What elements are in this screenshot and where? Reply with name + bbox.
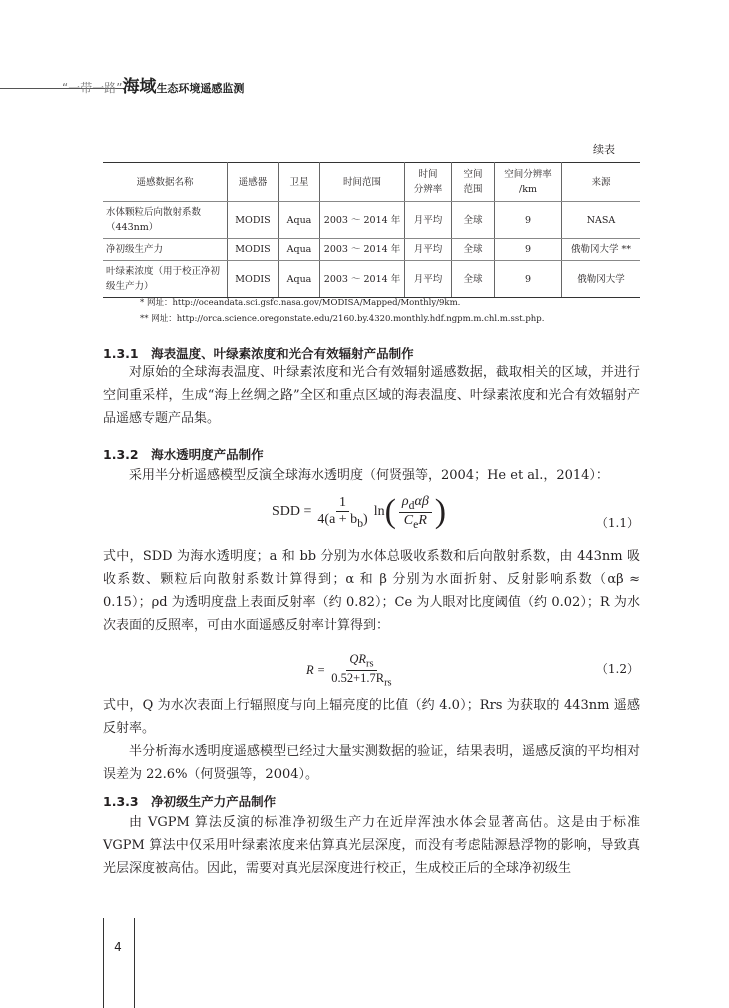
running-header <box>62 72 244 97</box>
eq-denominator: 0.52+1.7R <box>331 670 385 685</box>
col-header: 空间 范围 <box>452 163 495 202</box>
cell: NASA <box>562 202 641 239</box>
cell: 水体颗粒后向散射系数（443nm） <box>103 202 228 239</box>
eq-sub: rs <box>384 677 392 688</box>
col-header: 来源 <box>562 163 641 202</box>
paragraph: 式中，Q 为水次表面上行辐照度与向上辐亮度的比值（约 4.0）；Rrs 为获取的 443nm 遥感反射率。 <box>103 698 640 736</box>
cell: 全球 <box>452 261 495 298</box>
col-header: 空间分辨率 /km <box>495 163 562 202</box>
cell: 俄勒冈大学 <box>562 261 641 298</box>
cell: 月平均 <box>405 261 452 298</box>
equation-1-1: SDD = $\frac{1}{4(a + b_b)}$ ln ( $\frac{\rho_d\alpha\beta}{C_eR}$ ) <box>272 493 447 531</box>
paragraph: 半分析海水透明度遥感模型已经过大量实测数据的验证，结果表明，遥感反演的平均相对误差为 22.6%（何贤强等，2004）。 <box>103 744 640 782</box>
cell: 净初级生产力 <box>103 239 228 261</box>
cell: MODIS <box>228 239 279 261</box>
cell: 全球 <box>452 202 495 239</box>
col-header: 时间 分辨率 <box>405 163 452 202</box>
table-row <box>103 239 640 261</box>
eq-denominator-end: ) <box>363 511 368 527</box>
eq-sub: b <box>357 516 364 530</box>
footnote-2: ** 网址：http://orca.science.oregonstate.edu/2160.by.4320.monthly.hdf.ngpm.m.chl.m.sst.php. <box>140 314 545 324</box>
continued-label: 续表 <box>593 143 615 156</box>
cell: 2003 ～ 2014 年 <box>320 261 405 298</box>
eq-denominator: 4(a + b <box>317 511 358 527</box>
header-subtitle: 生态环境遥感监测 <box>156 82 245 95</box>
cell: Aqua <box>279 239 320 261</box>
data-table <box>103 162 640 298</box>
eq-numerator: QR <box>349 652 366 666</box>
eq-numerator: 1 <box>336 495 349 512</box>
paragraph: 由 VGPM 算法反演的标准净初级生产力在近岸浑浊水体会显著高估。这是由于标准 VGPM 算法中仅采用叶绿素浓度来估算真光层深度，而没有考虑陆源悬浮物的影响，导致真光层深度被高估。因此，需要对真光层深度进行校正，生成校正后的全球净初级生 <box>103 815 640 876</box>
cell: 月平均 <box>405 239 452 261</box>
header-prefix: “一带一路” <box>62 81 123 95</box>
col-header: 卫星 <box>279 163 320 202</box>
page-number-box <box>103 918 135 1008</box>
col-header: 时间范围 <box>320 163 405 202</box>
table-row <box>103 202 640 239</box>
section-heading-1-3-2: 1.3.2 海水透明度产品制作 <box>103 447 264 462</box>
cell: Aqua <box>279 261 320 298</box>
paragraph: 采用半分析遥感模型反演全球海水透明度（何贤强等，2004；He et al.，2014）： <box>129 468 609 483</box>
cell: 9 <box>495 202 562 239</box>
eq-sub: e <box>413 517 419 531</box>
eq-r: R <box>418 512 427 528</box>
cell: 叶绿素浓度（用于校正净初级生产力） <box>103 261 228 298</box>
paragraph: 式中，SDD 为海水透明度；a 和 bb 分别为水体总吸收系数和后向散射系数，由 443nm 吸收系数、颗粒后向散射系数计算得到；α 和 β 分别为水面折射、反射影响系数（αβ ≈ 0.15）；ρd 为透明度盘上表面反射率（约 0.82）；Ce 为人眼对比度阈值（约 0.02）；R 为水次表面的反照率，可由水面遥感反射率计算得到： <box>103 549 640 633</box>
cell: 全球 <box>452 239 495 261</box>
eq-lhs: SDD = <box>272 504 312 520</box>
cell: MODIS <box>228 202 279 239</box>
cell: Aqua <box>279 202 320 239</box>
col-header: 遥感数据名称 <box>103 163 228 202</box>
section-heading-1-3-1: 1.3.1 海表温度、叶绿素浓度和光合有效辐射产品制作 <box>103 346 414 361</box>
cell: 2003 ～ 2014 年 <box>320 239 405 261</box>
eq-sub: rs <box>365 658 374 670</box>
cell: 俄勒冈大学 ** <box>562 239 641 261</box>
header-bold-title: 海域 <box>122 77 157 97</box>
eq-ln: ln <box>373 504 385 520</box>
col-header: 遥感器 <box>228 163 279 202</box>
footnote-1: * 网址：http://oceandata.sci.gsfc.nasa.gov/MODISA/Mapped/Monthly/9km. <box>140 298 461 308</box>
eq-sub: d <box>408 498 415 512</box>
equation-number-1-2: （1.2） <box>595 662 639 676</box>
cell: 9 <box>495 239 562 261</box>
equation-number-1-1: （1.1） <box>595 516 639 530</box>
cell: 2003 ～ 2014 年 <box>320 202 405 239</box>
eq-rho: ρ <box>401 494 409 509</box>
eq-c: C <box>403 512 414 528</box>
section-heading-1-3-3: 1.3.3 净初级生产力产品制作 <box>103 794 277 809</box>
cell: 月平均 <box>405 202 452 239</box>
cell: MODIS <box>228 261 279 298</box>
table-row <box>103 261 640 298</box>
cell: 9 <box>495 261 562 298</box>
eq-alpha-beta: αβ <box>414 494 429 509</box>
table-header-row <box>103 163 640 202</box>
paragraph: 对原始的全球海表温度、叶绿素浓度和光合有效辐射遥感数据，截取相关的区域，并进行空间重采样，生成“海上丝绸之路”全区和重点区域的海表温度、叶绿素浓度和光合有效辐射产品遥感专题产品集。 <box>103 365 640 426</box>
eq-lhs: R = <box>306 662 326 677</box>
page-number: 4 <box>114 940 122 954</box>
equation-1-2 <box>306 652 398 688</box>
